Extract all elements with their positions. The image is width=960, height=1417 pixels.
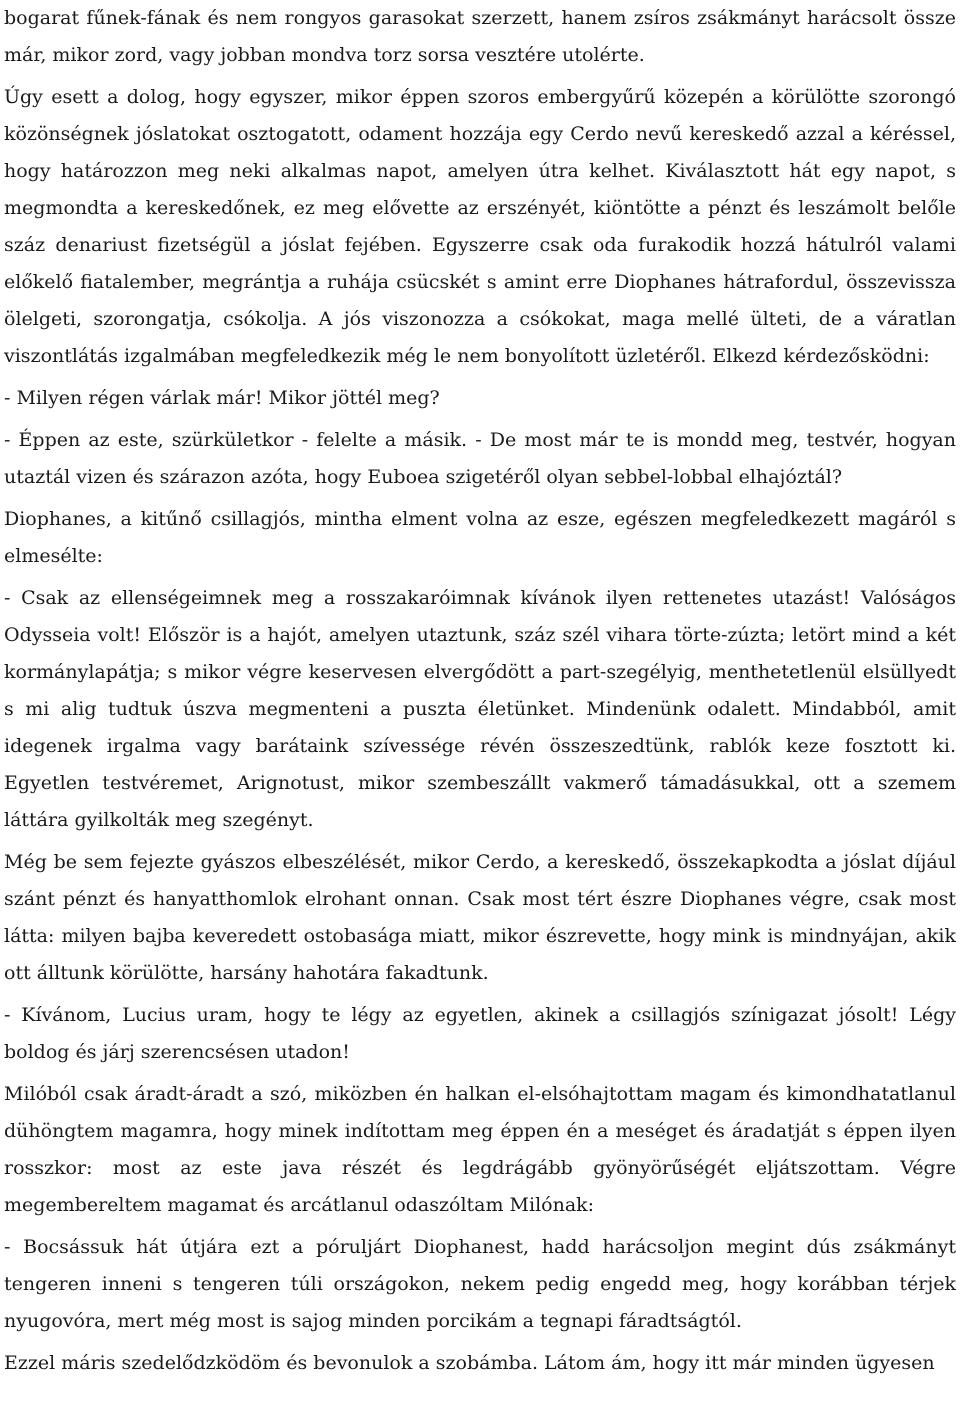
- paragraph-3: - Milyen régen várlak már! Mikor jöttél meg?: [4, 387, 440, 409]
- paragraph-1: bogarat fűnek-fának és nem rongyos garasokat szerzett, hanem zsíros zsákmányt harácsolt össze már, mikor zord, vagy jobban mondva torz sorsa vesztére utolérte.: [4, 7, 956, 66]
- paragraph-5: Diophanes, a kitűnő csillagjós, mintha elment volna az esze, egészen megfeledkezett magáról s elmesélte:: [4, 508, 956, 567]
- paragraph-11: Ezzel máris szedelődzködöm és bevonulok a szobámba. Látom ám, hogy itt már minden ügyesen: [4, 1352, 935, 1374]
- paragraph-4: - Éppen az este, szürkületkor - felelte a másik. - De most már te is mondd meg, testvér, hogyan utaztál vizen és szárazon azóta, hogy Euboea szigetéről olyan sebbel-lobbal elhajóztál?: [4, 429, 956, 488]
- document-page: [4, 0, 956, 1382]
- paragraph-2: Úgy esett a dolog, hogy egyszer, mikor éppen szoros embergyűrű közepén a körülötte szorongó közönségnek jóslatokat osztogatott, odament hozzája egy Cerdo nevű kereskedő azzal a kéréssel, hogy határozzon meg neki alkalmas napot, amelyen útra kelhet. Kiválasztott hát egy napot, s megmondta a kereskedőnek, ez meg elővette az erszényét, kiöntötte a pénzt és leszámolt belőle száz denariust fizetségül a jóslat fejében. Egyszerre csak oda furakodik hozzá hátulról valami előkelő fiatalember, megrántja a ruhája csücskét s amint erre Diophanes hátrafordul, összevissza ölelgeti, szorongatja, csókolja. A jós viszonozza a csókokat, maga mellé ülteti, de a váratlan viszontlátás izgalmában megfeledkezik még le nem bonyolított üzletéről. Elkezd kérdezősködni:: [4, 86, 956, 367]
- paragraph-6: - Csak az ellenségeimnek meg a rosszakaróimnak kívánok ilyen rettenetes utazást! Valóságos Odysseia volt! Először is a hajót, amelyen utaztunk, száz szél vihara törte-zúzta; letört mind a két kormánylapátja; s mikor végre keservesen elvergődött a part-szegélyig, menthetetlenül elsüllyedt s mi alig tudtuk úszva megmenteni a puszta életünket. Mindenünk odalett. Mindabból, amit idegenek irgalma vagy barátaink szívessége révén összeszedtünk, rablók keze fosztott ki. Egyetlen testvéremet, Arignotust, mikor szembeszállt vakmerő támadásukkal, ott a szemem láttára gyilkolták meg szegényt.: [4, 587, 956, 831]
- paragraph-9: Milóból csak áradt-áradt a szó, miközben én halkan el-elsóhajtottam magam és kimondhatatlanul dühöngtem magamra, hogy minek indítottam meg éppen én a meséget és áradatját s éppen ilyen rosszkor: most az este java részét és legdrágább gyönyörűségét eljátszottam. Végre megembereltem magamat és arcátlanul odaszóltam Milónak:: [4, 1083, 956, 1216]
- paragraph-10: - Bocsássuk hát útjára ezt a póruljárt Diophanest, hadd harácsoljon megint dús zsákmányt tengeren inneni s tengeren túli országokon, nekem pedig engedd meg, hogy korábban térjek nyugovóra, mert még most is sajog minden porcikám a tegnapi fáradtságtól.: [4, 1236, 956, 1332]
- paragraph-7: Még be sem fejezte gyászos elbeszélését, mikor Cerdo, a kereskedő, összekapkodta a jóslat díjául szánt pénzt és hanyatthomlok elrohant onnan. Csak most tért észre Diophanes végre, csak most látta: milyen bajba keveredett ostobasága miatt, mikor észrevette, hogy mink is mindnyájan, akik ott álltunk körülötte, harsány hahotára fakadtunk.: [4, 851, 956, 984]
- paragraph-8: - Kívánom, Lucius uram, hogy te légy az egyetlen, akinek a csillagjós színigazat jósolt! Légy boldog és járj szerencsésen utadon!: [4, 1004, 956, 1063]
